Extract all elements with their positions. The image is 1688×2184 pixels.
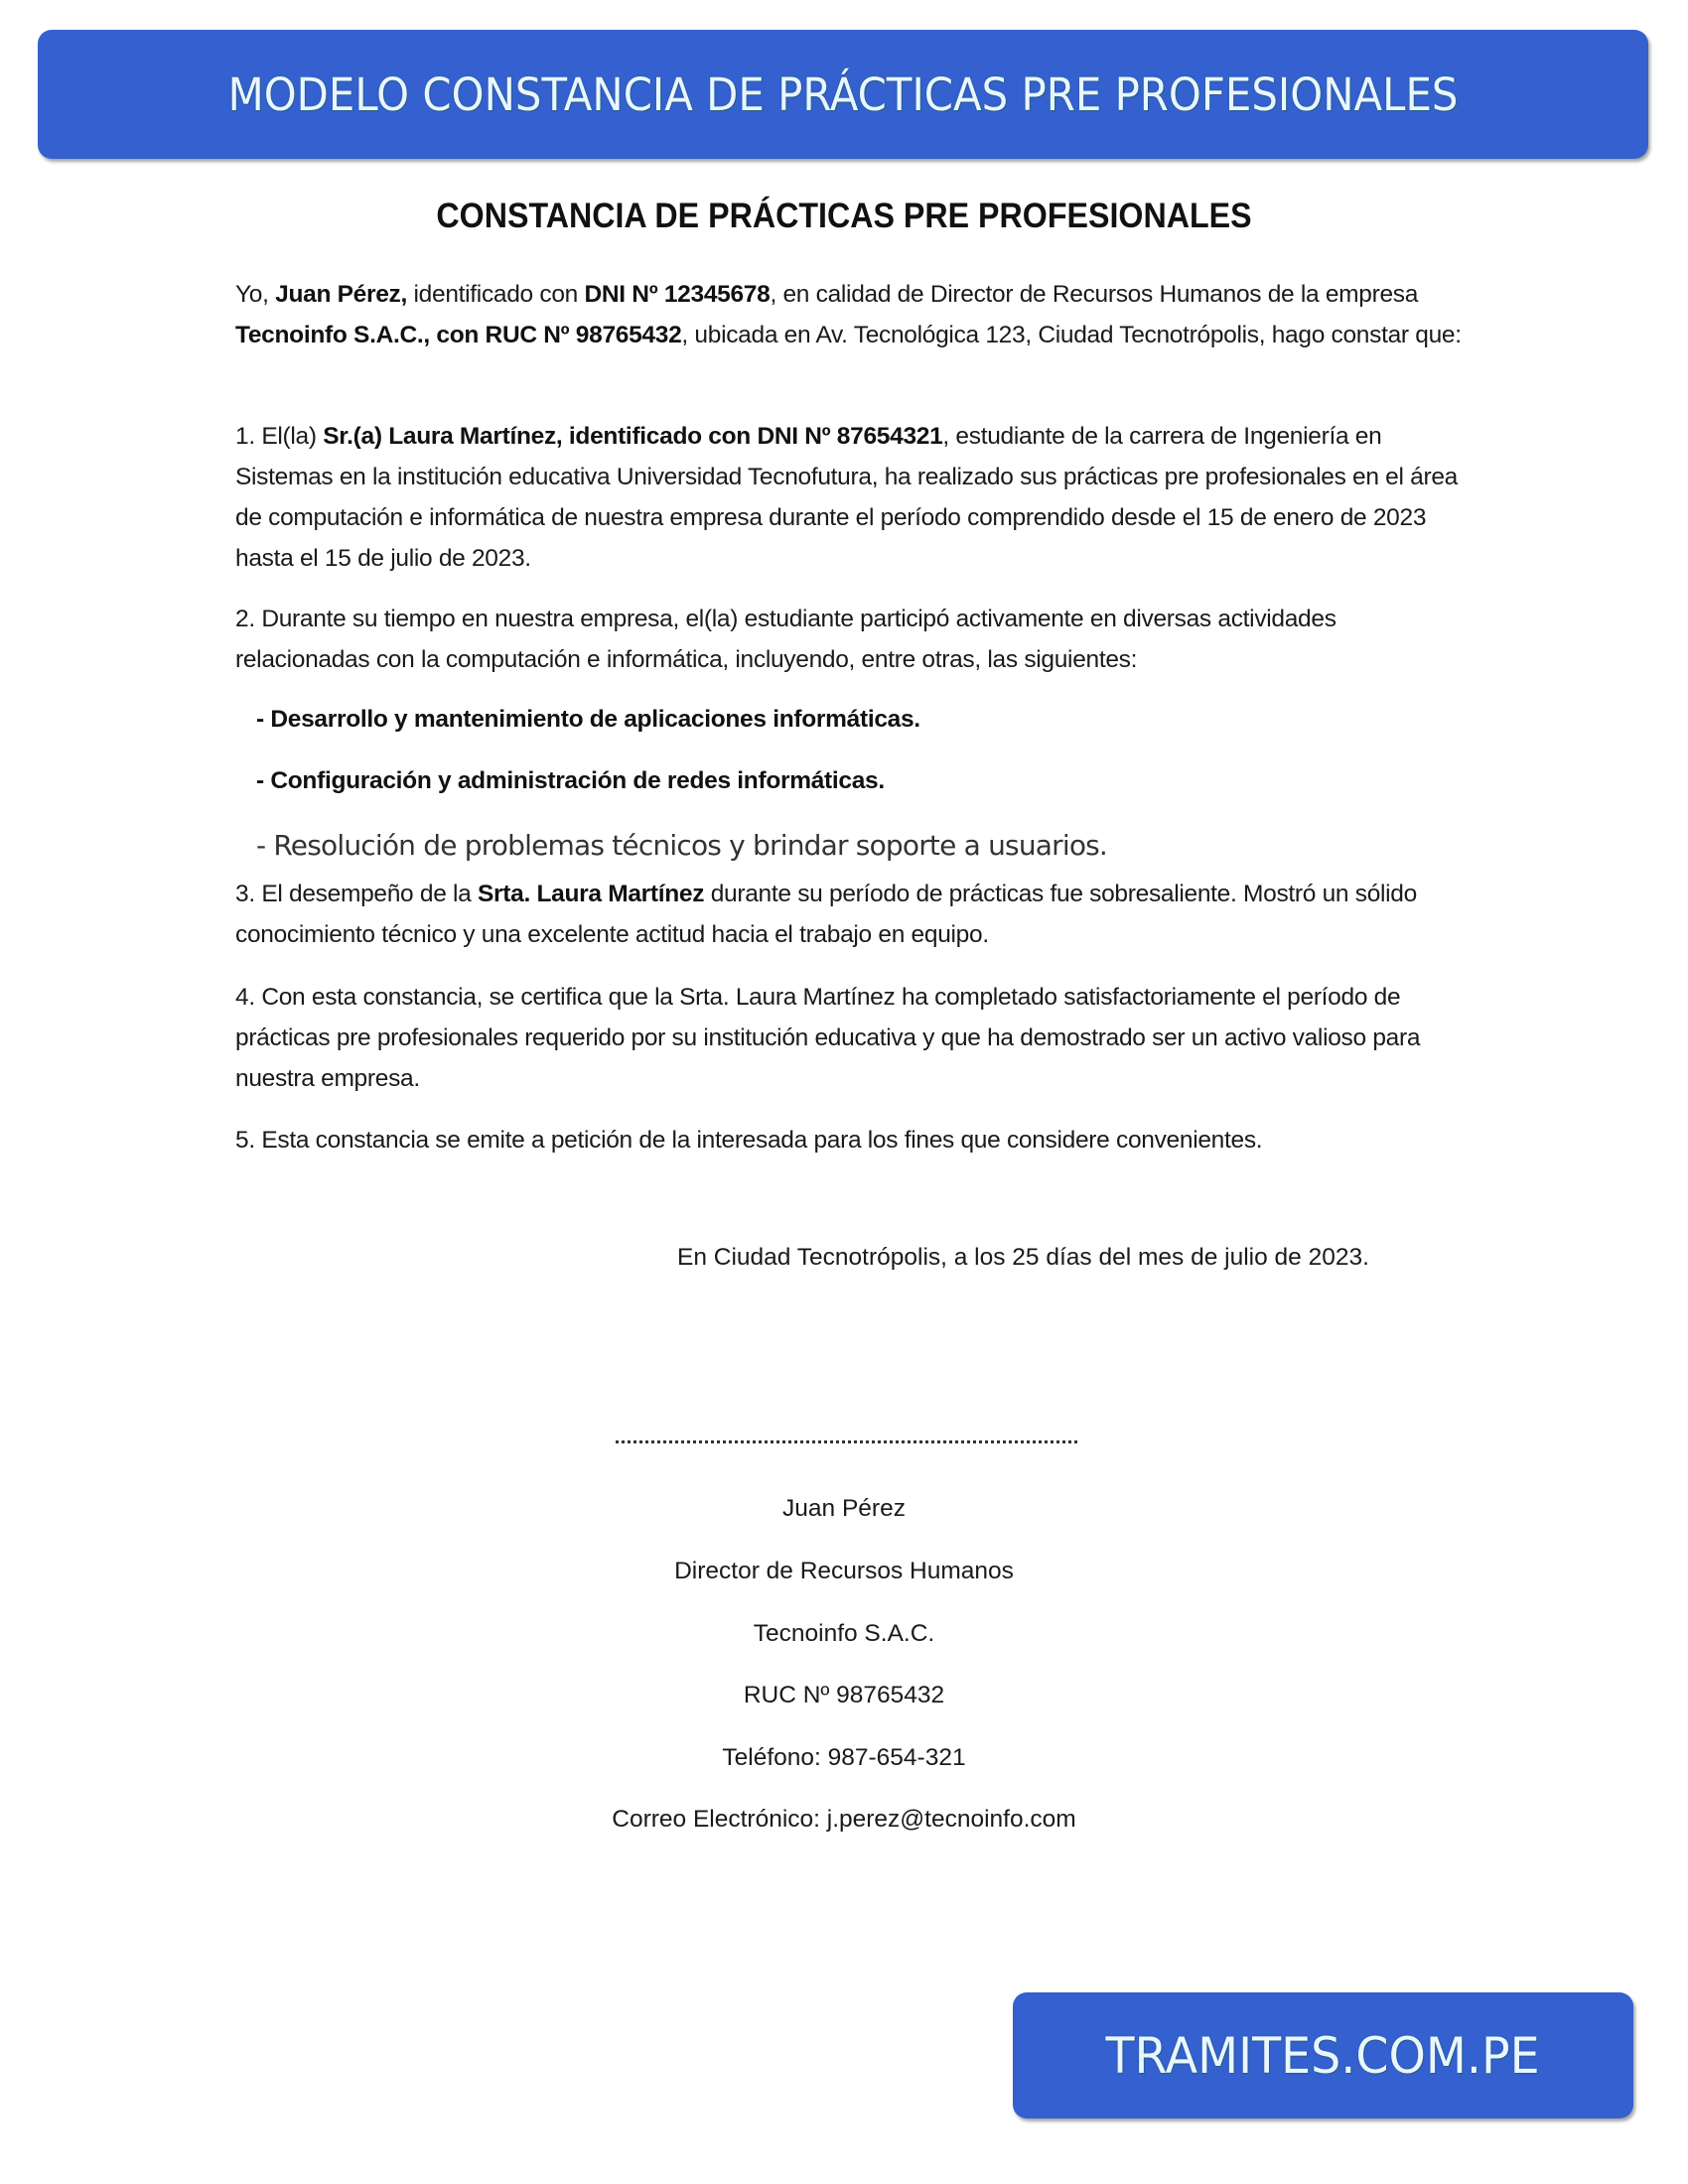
activity-item: - Desarrollo y mantenimiento de aplicaciones informáticas. (256, 706, 920, 733)
signature-line (616, 1440, 1077, 1443)
student-name: Srta. Laura Martínez (478, 881, 705, 907)
intro-text: , en calidad de Director de Recursos Humanos de la empresa (770, 281, 1419, 308)
footer-banner (1013, 1992, 1633, 2118)
footer-banner-text: TRAMITES.COM.PE (1105, 2026, 1541, 2085)
paragraph-text: 3. El desempeño de la (235, 881, 479, 907)
paragraph-2: 2. Durante su tiempo en nuestra empresa, el(la) estudiante participó activamente en diversas actividades relacionadas con la computación e informática, incluyendo, entre otras, las siguientes: (235, 606, 1336, 673)
document-title: CONSTANCIA DE PRÁCTICAS PRE PROFESIONALES (436, 197, 1252, 235)
paragraph-text: , estudiante de la carrera de Ingeniería en Sistemas en la institución educativa Universidad Tecnofutura, ha realizado sus prácticas pre profesionales en el área de computación e informática de nuestra empresa durante el período comprendido desde el 15 de enero de 2023 hasta el 15 de julio de 2023. (235, 423, 1458, 572)
paragraph-1 (235, 416, 1477, 579)
activity-item: - Resolución de problemas técnicos y brindar soporte a usuarios. (256, 829, 1108, 862)
header-banner (38, 30, 1648, 159)
date-line: En Ciudad Tecnotrópolis, a los 25 días del mes de julio de 2023. (677, 1244, 1369, 1271)
signatory-ruc: RUC Nº 98765432 (743, 1682, 945, 1708)
header-banner-title: MODELO CONSTANCIA DE PRÁCTICAS PRE PROFESIONALES (227, 68, 1459, 121)
intro-paragraph (235, 274, 1477, 355)
student-identification: Sr.(a) Laura Martínez, identificado con DNI Nº 87654321 (323, 423, 943, 450)
paragraph-4: 4. Con esta constancia, se certifica que la Srta. Laura Martínez ha completado satisfactoriamente el período de prácticas pre profesionales requerido por su institución educativa y que ha demostrado ser un activo valioso para nuestra empresa. (235, 984, 1421, 1092)
company-ruc: Tecnoinfo S.A.C., con RUC Nº 98765432 (235, 322, 682, 348)
issuer-dni: DNI Nº 12345678 (584, 281, 771, 308)
activity-item: - Configuración y administración de redes informáticas. (256, 767, 885, 794)
signatory-phone: Teléfono: 987-654-321 (722, 1744, 966, 1771)
intro-text: , ubicada en Av. Tecnológica 123, Ciudad Tecnotrópolis, hago constar que: (681, 322, 1462, 348)
issuer-name: Juan Pérez, (275, 281, 408, 308)
signatory-email: Correo Electrónico: j.perez@tecnoinfo.com (612, 1806, 1076, 1833)
paragraph-text: durante su período de prácticas fue sobresaliente. Mostró un sólido conocimiento técnico y una excelente actitud hacia el trabajo en equipo. (235, 881, 1417, 948)
signatory-company: Tecnoinfo S.A.C. (753, 1620, 935, 1647)
signatory-name: Juan Pérez (782, 1495, 906, 1522)
paragraph-text: 1. El(la) (235, 423, 324, 450)
intro-text: identificado con (407, 281, 585, 308)
paragraph-3 (235, 874, 1477, 955)
paragraph-5: 5. Esta constancia se emite a petición de la interesada para los fines que considere convenientes. (235, 1127, 1263, 1154)
intro-text: Yo, (235, 281, 276, 308)
signatory-role: Director de Recursos Humanos (674, 1558, 1014, 1584)
